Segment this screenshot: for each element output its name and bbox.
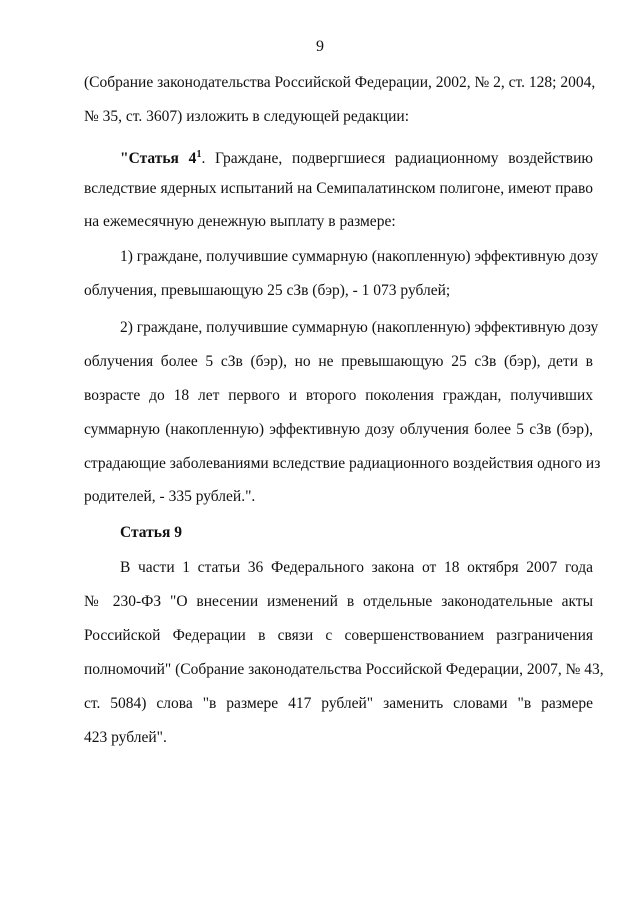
text-line: № 35, ст. 3607) изложить в следующей редакции:	[84, 108, 410, 125]
superscript: 1	[196, 149, 202, 160]
text-line: страдающие заболеваниями вследствие радиационного воздействия одного из	[84, 455, 601, 472]
text-line: возрасте до 18 лет первого и второго поколения граждан, получивших	[84, 387, 593, 404]
text-line: (Собрание законодательства Российской Федерации, 2002, № 2, ст. 128; 2004,	[84, 74, 596, 91]
text-line: ст. 5084) слова "в размере 417 рублей" заменить словами "в размере	[84, 695, 593, 712]
text-line	[120, 145, 593, 169]
text-line: вследствие ядерных испытаний на Семипалатинском полигоне, имеют право	[84, 180, 593, 197]
article-heading: Статья 9	[120, 524, 182, 541]
text-line: Российской Федерации в связи с совершенствованием разграничения	[84, 627, 593, 644]
text-line: облучения более 5 сЗв (бэр), но не превышающую 25 сЗв (бэр), дети в	[84, 353, 593, 370]
text-line: 423 рублей".	[84, 729, 167, 746]
text-line: полномочий" (Собрание законодательства Российской Федерации, 2007, № 43,	[84, 661, 604, 678]
text-line: на ежемесячную денежную выплату в размере:	[84, 213, 396, 230]
text-line: родителей, - 335 рублей.".	[84, 488, 256, 505]
text-line: 1) граждане, получившие суммарную (накопленную) эффективную дозу	[120, 248, 599, 265]
text-fragment: . Граждане, подвергшиеся радиационному воздействию	[201, 150, 593, 168]
article-heading: "Статья 4	[120, 150, 197, 168]
page-number: 9	[316, 38, 324, 55]
text-line: В части 1 статьи 36 Федерального закона от 18 октября 2007 года	[120, 559, 593, 576]
text-line: суммарную (накопленную) эффективную дозу облучения более 5 сЗв (бэр),	[84, 421, 593, 438]
text-line: № 230-ФЗ "О внесении изменений в отдельные законодательные акты	[84, 593, 593, 610]
text-line: 2) граждане, получившие суммарную (накопленную) эффективную дозу	[120, 319, 599, 336]
text-line: облучения, превышающую 25 сЗв (бэр), - 1 073 рублей;	[84, 282, 451, 299]
